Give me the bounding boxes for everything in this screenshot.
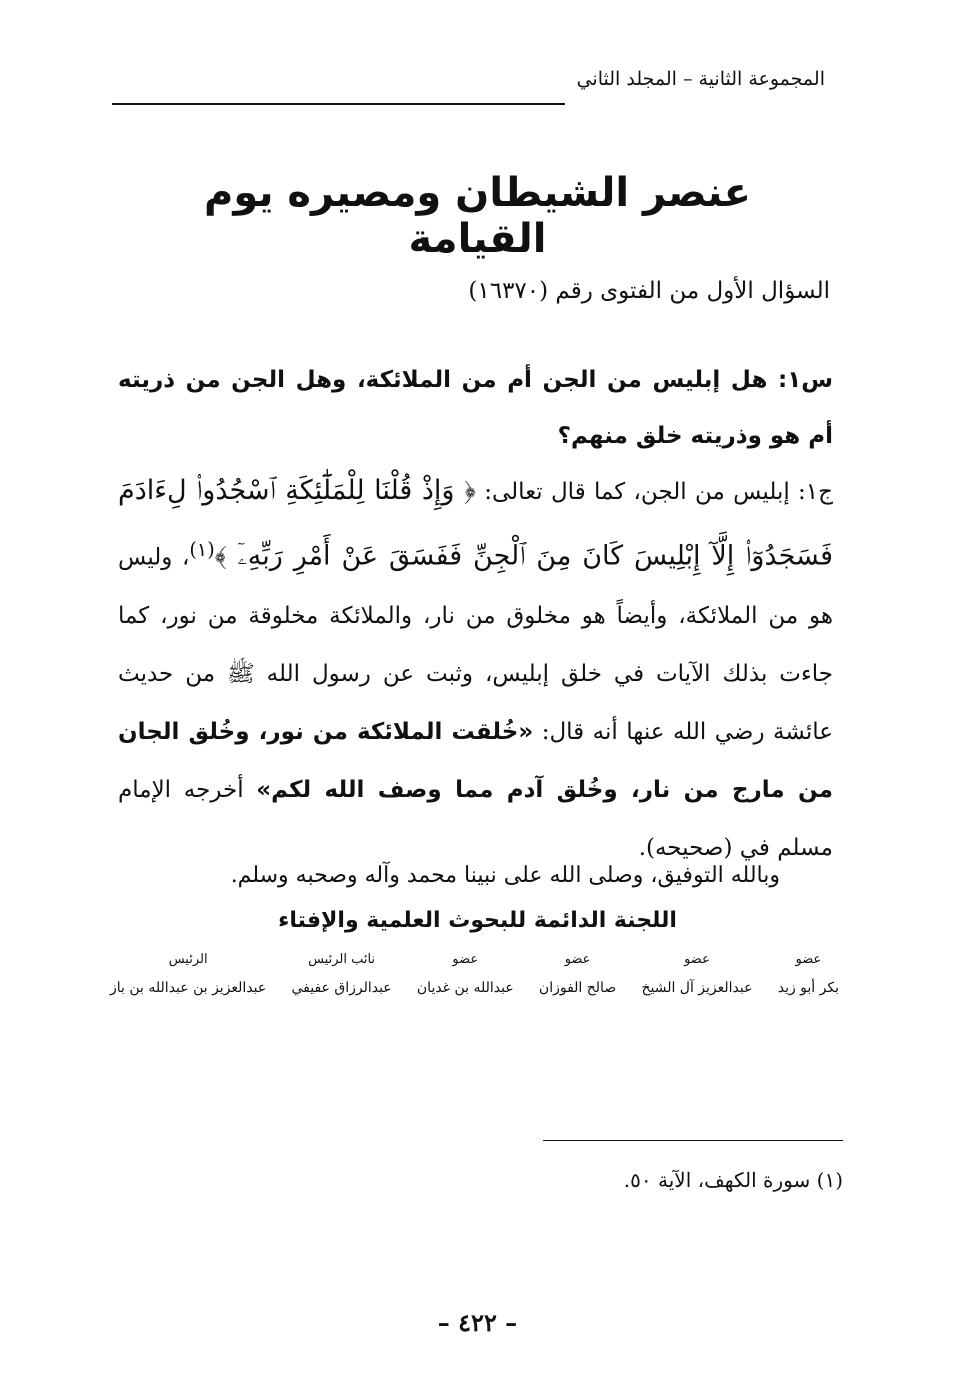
signature-name: صالح الفوزان (538, 980, 617, 996)
signature-role: عضو (452, 952, 479, 967)
answer-paragraph (118, 462, 833, 877)
signature-block (641, 952, 752, 996)
signature-name: عبدالعزيز آل الشيخ (641, 980, 753, 996)
signature-name: بكر أبو زيد (777, 980, 839, 996)
signature-block (417, 952, 514, 996)
signature-role: عضو (564, 952, 591, 967)
closing-line: وبالله التوفيق، وصلى الله على نبينا محمد وآله وصحبه وسلم. (230, 863, 780, 888)
question-text: س١: هل إبليس من الجن أم من الملائكة، وهل الجن من ذريته أم هو وذريته خلق منهم؟ (118, 367, 833, 449)
signature-block (778, 952, 839, 996)
signature-name: عبدالرزاق عفيفي (291, 980, 392, 996)
signature-role: عضو (684, 952, 710, 967)
footnote-rule (543, 1140, 843, 1141)
quran-verse: ﴿ وَإِذْ قُلْنَا لِلْمَلَٰٓئِكَةِ ٱسْجُدُوا۟ لِءَادَمَ فَسَجَدُوٓا۟ إِلَّآ إِبْلِيسَ كَانَ مِنَ ٱلْجِنِّ فَفَسَقَ عَنْ أَمْرِ رَبِّهِۦٓ ﴾ (118, 475, 833, 572)
fatwa-number-line: السؤال الأول من الفتوى رقم (١٦٣٧٠) (468, 278, 830, 304)
page-number: – ٤٢٢ – (437, 1308, 518, 1337)
signature-name: عبدالعزيز بن عبدالله بن باز (110, 980, 267, 996)
signature-role: نائب الرئيس (308, 952, 376, 967)
signature-name: عبدالله بن غديان (416, 980, 514, 996)
hadith-quote: «خُلقت الملائكة من نور، وخُلق الجان من مارج من نار، وخُلق آدم مما وصف الله لكم» (118, 718, 833, 803)
header-rule (112, 103, 565, 105)
signature-block (539, 952, 616, 996)
footnote-text: (١) سورة الكهف، الآية ٥٠. (623, 1168, 843, 1192)
signature-block (110, 952, 266, 996)
running-header: المجموعة الثانية – المجلد الثاني (576, 68, 825, 90)
signature-block (291, 952, 391, 996)
footnote-reference: (١) (189, 538, 215, 561)
page-title: عنصر الشيطان ومصيره يوم القيامة (204, 170, 751, 262)
answer-intro: ج١: إبليس من الجن، كما قال تعالى: (475, 479, 834, 505)
hadith-source: أخرجه الإمام مسلم في (صحيحه). (118, 776, 833, 861)
signature-role: الرئيس (168, 952, 208, 967)
signature-role: عضو (795, 952, 822, 967)
signatures-row (110, 952, 839, 996)
answer-body: ، وليس هو من الملائكة، وأيضاً هو مخلوق من نار، والملائكة مخلوقة من نور، كما جاءت بذلك الآيات في خلق إبليس، وثبت عن رسول الله ﷺ من حديث عائشة رضي الله عنها أنه قال: (118, 544, 834, 745)
committee-name: اللجنة الدائمة للبحوث العلمية والإفتاء (278, 908, 677, 933)
